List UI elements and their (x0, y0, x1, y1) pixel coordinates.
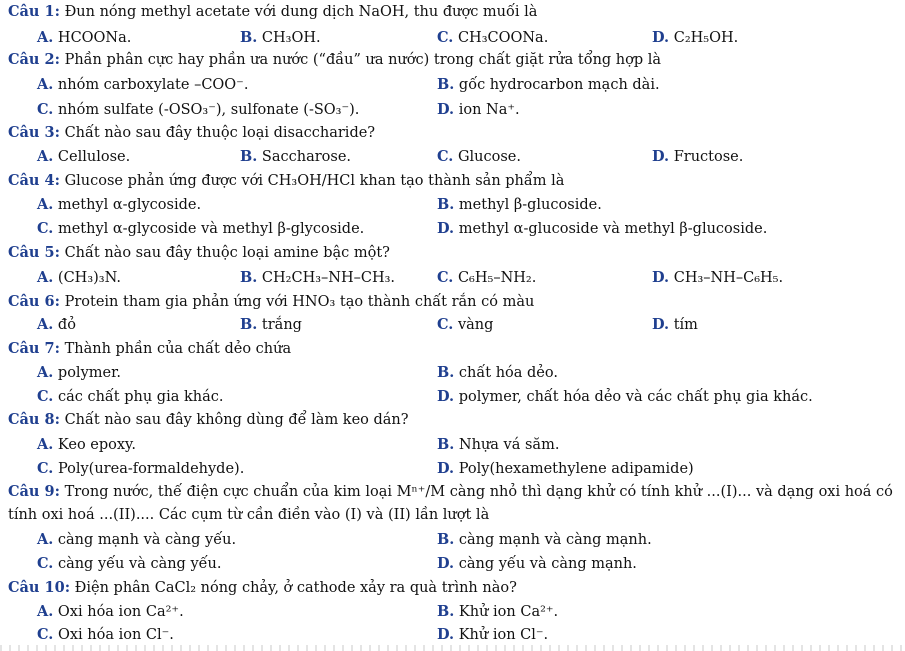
option-text: (CH₃)₃N. (53, 270, 121, 286)
option-1a (37, 29, 131, 46)
option-letter: C. (437, 269, 454, 286)
question-9 (8, 480, 893, 527)
option-text: các chất phụ gia khác. (53, 389, 224, 405)
option-2b (437, 76, 660, 93)
question-number: Câu 6: (8, 293, 60, 310)
option-text: nhóm sulfate (-OSO₃⁻), sulfonate (-SO₃⁻). (53, 102, 360, 118)
option-letter: C. (37, 555, 54, 572)
option-letter: A. (37, 603, 54, 620)
option-text: CH₃OH. (257, 30, 321, 46)
option-text: Poly(urea-formaldehyde). (53, 461, 245, 477)
question-number: Câu 7: (8, 340, 60, 357)
option-letter: D. (437, 555, 455, 572)
option-5d (652, 269, 783, 286)
question-4 (8, 172, 564, 189)
option-letter: B. (437, 76, 455, 93)
question-number: Câu 9: (8, 483, 60, 500)
option-text: càng yếu và càng mạnh. (454, 556, 637, 572)
option-9d (437, 555, 637, 572)
option-text: methyl β-glucoside. (454, 197, 602, 213)
question-number: Câu 8: (8, 411, 60, 428)
option-letter: D. (437, 460, 455, 477)
option-text: gốc hydrocarbon mạch dài. (454, 77, 660, 93)
option-4b (437, 196, 602, 213)
question-text: Chất nào sau đây không dùng để làm keo dán? (59, 412, 409, 428)
option-letter: B. (437, 364, 455, 381)
option-letter: D. (437, 220, 455, 237)
option-2d (437, 101, 520, 118)
option-6a (37, 316, 76, 333)
option-text: Nhựa vá săm. (454, 437, 560, 453)
question-7 (8, 340, 291, 357)
option-letter: A. (37, 196, 54, 213)
option-letter: D. (652, 269, 670, 286)
option-letter: D. (437, 626, 455, 643)
option-4a (37, 196, 201, 213)
option-letter: B. (437, 196, 455, 213)
question-text: Protein tham gia phản ứng với HNO₃ tạo thành chất rắn có màu (59, 294, 535, 310)
option-letter: C. (437, 148, 454, 165)
option-5c (437, 269, 536, 286)
question-number: Câu 3: (8, 124, 60, 141)
option-7d (437, 388, 813, 405)
option-text: Khử ion Ca²⁺. (454, 604, 559, 620)
question-6 (8, 293, 534, 310)
option-text: CH₂CH₃–NH–CH₃. (257, 270, 396, 286)
option-9c (37, 555, 222, 572)
option-letter: C. (37, 101, 54, 118)
option-letter: C. (37, 626, 54, 643)
option-7c (37, 388, 223, 405)
option-1c (437, 29, 548, 46)
option-6b (240, 316, 302, 333)
option-text: ion Na⁺. (454, 102, 520, 118)
option-text: CH₃–NH–C₆H₅. (669, 270, 784, 286)
question-number: Câu 2: (8, 51, 60, 68)
question-text: Đun nóng methyl acetate với dung dịch NaOH, thu được muối là (59, 4, 538, 20)
option-letter: C. (437, 29, 454, 46)
question-text: Glucose phản ứng được với CH₃OH/HCl khan tạo thành sản phẩm là (59, 173, 565, 189)
question-1 (8, 3, 537, 20)
option-letter: A. (37, 364, 54, 381)
option-text: C₆H₅–NH₂. (453, 270, 537, 286)
option-letter: A. (37, 29, 54, 46)
option-letter: D. (652, 29, 670, 46)
option-letter: C. (37, 460, 54, 477)
option-text: Oxi hóa ion Cl⁻. (53, 627, 174, 643)
option-7a (37, 364, 121, 381)
option-text: Glucose. (453, 149, 521, 165)
option-text: methyl α-glycoside. (53, 197, 202, 213)
option-text: trắng (257, 317, 302, 333)
question-5 (8, 244, 390, 261)
question-number: Câu 1: (8, 3, 60, 20)
option-text: Saccharose. (257, 149, 352, 165)
option-6c (437, 316, 493, 333)
option-letter: B. (240, 316, 258, 333)
option-1d (652, 29, 738, 46)
option-text: vàng (453, 317, 494, 333)
option-8b (437, 436, 559, 453)
option-letter: B. (240, 269, 258, 286)
option-text: CH₃COONa. (453, 30, 549, 46)
option-6d (652, 316, 698, 333)
option-letter: B. (240, 148, 258, 165)
option-letter: D. (652, 148, 670, 165)
option-letter: D. (437, 388, 455, 405)
option-text: Fructose. (669, 149, 744, 165)
option-text: C₂H₅OH. (669, 30, 739, 46)
option-text: càng mạnh và càng yếu. (53, 532, 237, 548)
option-text: đỏ (53, 317, 76, 333)
option-7b (437, 364, 558, 381)
question-text: Chất nào sau đây thuộc loại disaccharide? (59, 125, 376, 141)
option-8a (37, 436, 136, 453)
option-letter: D. (437, 101, 455, 118)
question-number: Câu 10: (8, 579, 71, 596)
option-1b (240, 29, 321, 46)
option-letter: C. (437, 316, 454, 333)
option-2c (37, 101, 359, 118)
option-10b (437, 603, 558, 620)
option-letter: D. (652, 316, 670, 333)
option-10d (437, 626, 548, 643)
option-letter: A. (37, 531, 54, 548)
question-text: Chất nào sau đây thuộc loại amine bậc một? (59, 245, 390, 261)
option-9b (437, 531, 652, 548)
option-text: Cellulose. (53, 149, 131, 165)
option-text: Khử ion Cl⁻. (454, 627, 549, 643)
option-text: methyl α-glucoside và methyl β-glucoside. (454, 221, 768, 237)
question-number: Câu 4: (8, 172, 60, 189)
option-3c (437, 148, 521, 165)
question-text: Điện phân CaCl₂ nóng chảy, ở cathode xảy ra quà trình nào? (70, 580, 517, 596)
option-text: càng mạnh và càng mạnh. (454, 532, 652, 548)
option-text: HCOONa. (53, 30, 132, 46)
option-3d (652, 148, 743, 165)
page-bottom-edge (0, 645, 905, 651)
option-3a (37, 148, 130, 165)
option-4d (437, 220, 767, 237)
option-letter: A. (37, 269, 54, 286)
option-letter: A. (37, 316, 54, 333)
question-2 (8, 51, 661, 68)
option-2a (37, 76, 248, 93)
option-text: tím (669, 317, 698, 333)
question-number: Câu 5: (8, 244, 60, 261)
option-text: Poly(hexamethylene adipamide) (454, 461, 694, 477)
option-9a (37, 531, 236, 548)
option-text: nhóm carboxylate –COO⁻. (53, 77, 249, 93)
option-4c (37, 220, 364, 237)
option-letter: A. (37, 76, 54, 93)
option-10a (37, 603, 184, 620)
question-8 (8, 411, 409, 428)
option-5a (37, 269, 121, 286)
option-letter: B. (437, 436, 455, 453)
question-text: Trong nước, thế điện cực chuẩn của kim loại Mⁿ⁺/M càng nhỏ thì dạng khử có tính khử ...(I)... và dạng oxi hoá có tính oxi hoá ...(II).... Các cụm từ cần điền vào (I) và (II) lần lượt là (8, 484, 893, 523)
option-text: Oxi hóa ion Ca²⁺. (53, 604, 184, 620)
option-5b (240, 269, 395, 286)
option-text: Keo epoxy. (53, 437, 136, 453)
option-text: methyl α-glycoside và methyl β-glycoside. (53, 221, 365, 237)
option-text: polymer. (53, 365, 122, 381)
question-text: Thành phần của chất dẻo chứa (59, 341, 292, 357)
option-8c (37, 460, 244, 477)
question-text: Phần phân cực hay phần ưa nước (“đầu” ưa nước) trong chất giặt rửa tổng hợp là (59, 52, 662, 68)
option-8d (437, 460, 694, 477)
option-letter: A. (37, 436, 54, 453)
option-letter: B. (437, 531, 455, 548)
option-text: chất hóa dẻo. (454, 365, 558, 381)
question-3 (8, 124, 375, 141)
option-letter: C. (37, 388, 54, 405)
option-text: càng yếu và càng yếu. (53, 556, 222, 572)
option-letter: B. (437, 603, 455, 620)
option-letter: A. (37, 148, 54, 165)
option-text: polymer, chất hóa dẻo và các chất phụ gia khác. (454, 389, 813, 405)
option-10c (37, 626, 174, 643)
option-letter: C. (37, 220, 54, 237)
option-3b (240, 148, 351, 165)
option-letter: B. (240, 29, 258, 46)
question-10 (8, 579, 517, 596)
